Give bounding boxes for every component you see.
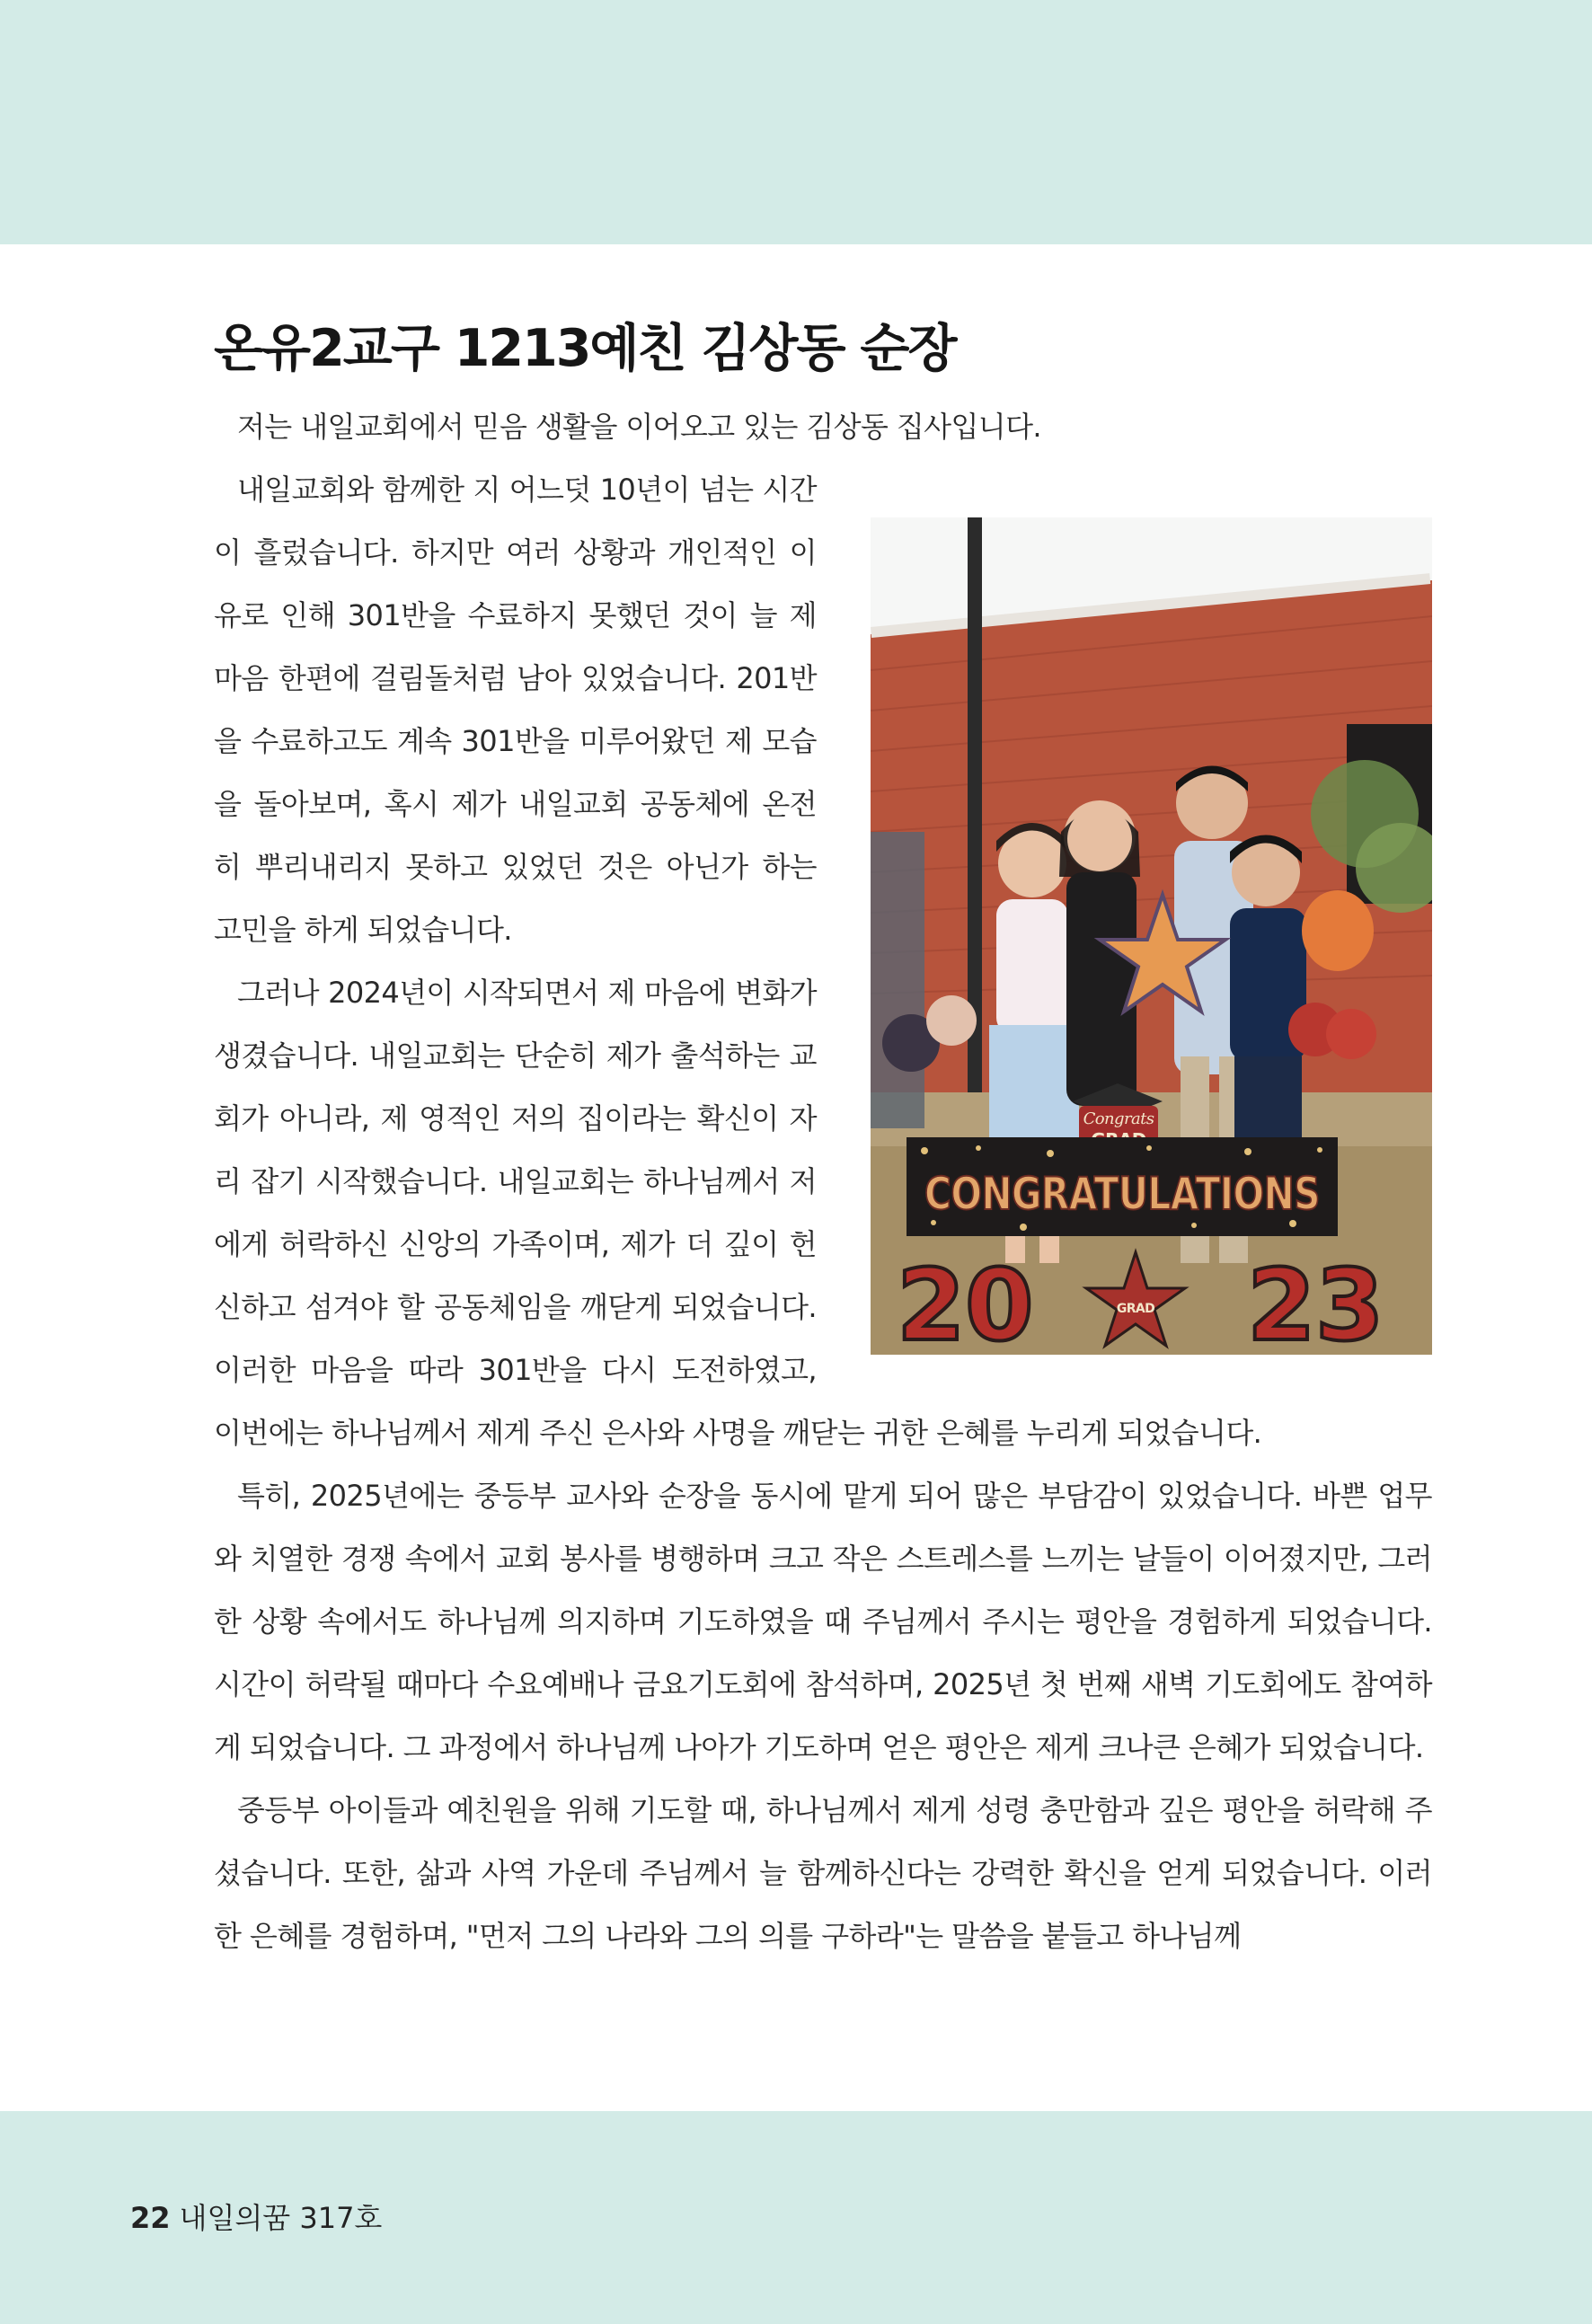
- sign-main-text: CONGRATULATIONS: [924, 1168, 1320, 1220]
- sign-small-text: Congrats: [1083, 1109, 1154, 1128]
- sign-star-label: GRAD: [1116, 1302, 1155, 1316]
- article-title: 온유2교구 1213예친 김상동 순장: [214, 319, 956, 378]
- page-footer: [130, 2196, 382, 2237]
- magazine-issue: 내일의꿈 317호: [179, 2201, 383, 2235]
- article-body: [214, 395, 1432, 1967]
- header-band: [0, 0, 1592, 244]
- graduation-photo: [871, 517, 1432, 1355]
- paragraph-4: 특히, 2025년에는 중등부 교사와 순장을 동시에 맡게 되어 많은 부담감이 있었습니다. 바쁜 업무와 치열한 경쟁 속에서 교회 봉사를 병행하며 크고 작은 스트레스를 느끼는 날들이 이어졌지만, 그러한 상황 속에서도 하나님께 의지하며 기도하였을 때 주님께서 주시는 평안을 경험하게 되었습니다. 시간이 허락될 때마다 수요예배나 금요기도회에 참석하며, 2025년 첫 번째 새벽 기도회에도 참여하게 되었습니다. 그 과정에서 하나님께 나아가 기도하며 얻은 평안은 제게 크나큰 은혜가 되었습니다.: [214, 1479, 1432, 1764]
- page-number: 22: [130, 2201, 171, 2235]
- paragraph-1: 저는 내일교회에서 믿음 생활을 이어오고 있는 김상동 집사입니다.: [237, 410, 1042, 444]
- paragraph-2: 내일교회와 함께한 지 어느덧 10년이 넘는 시간이 흘렀습니다. 하지만 여러 상황과 개인적인 이유로 인해 301반을 수료하지 못했던 것이 늘 제 마음 한편에 걸림돌처럼 남아 있었습니다. 201반을 수료하고도 계속 301반을 미루어왔던 제 모습을 돌아보며, 혹시 제가 내일교회 공동체에 온전히 뿌리내리지 못하고 있었던 것은 아닌가 하는 고민을 하게 되었습니다.: [214, 473, 817, 947]
- paragraph-3: 그러나 2024년이 시작되면서 제 마음에 변화가 생겼습니다. 내일교회는 단순히 제가 출석하는 교회가 아니라, 제 영적인 저의 집이라는 확신이 자리 잡기 시작했습니다. 내일교회는 하나님께서 저에게 허락하신 신앙의 가족이며, 제가 더 깊이 헌신하고 섬겨야 할 공동체임을 깨닫게 되었습니다. 이러한 마음을 따라 301반을 다시 도전하였고, 이번에는 하나님께서 제게 주신 은사와 사명을 깨닫는 귀한 은혜를 누리게 되었습니다.: [214, 976, 1262, 1450]
- sign-year-left: 20: [897, 1248, 1033, 1355]
- sign-year-right: 23: [1247, 1248, 1384, 1355]
- paragraph-5: 중등부 아이들과 예친원을 위해 기도할 때, 하나님께서 제게 성령 충만함과 깊은 평안을 허락해 주셨습니다. 또한, 삶과 사역 가운데 주님께서 늘 함께하신다는 강력한 확신을 얻게 되었습니다. 이러한 은혜를 경험하며, "먼저 그의 나라와 그의 의를 구하라"는 말씀을 붙들고 하나님께: [214, 1793, 1432, 1953]
